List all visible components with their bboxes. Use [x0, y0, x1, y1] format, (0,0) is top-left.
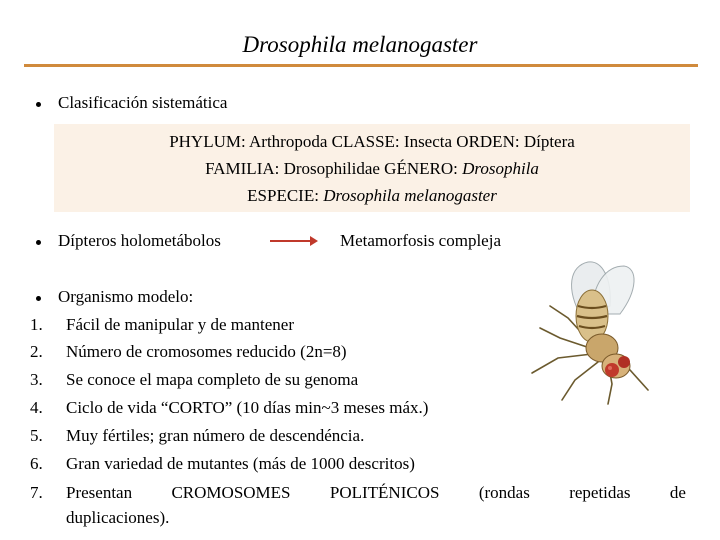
list-item: Gran variedad de mutantes (más de 1000 descritos) — [66, 454, 415, 473]
bullet-icon — [36, 296, 41, 301]
genus-name: Drosophila — [462, 159, 539, 178]
bullet-icon — [36, 102, 41, 107]
bullet-icon — [36, 240, 41, 245]
list-item: Muy fértiles; gran número de descendéncia. — [66, 426, 365, 445]
list-item: Se conoce el mapa completo de su genoma — [66, 370, 359, 389]
slide-title: Drosophila melanogaster — [242, 32, 478, 57]
list-item-word: repetidas — [569, 483, 631, 502]
list-item: Fácil de manipular y de mantener — [66, 315, 294, 334]
classification-heading: Clasificación sistemática — [58, 93, 228, 112]
metamorphosis-label: Metamorfosis compleja — [340, 231, 501, 250]
list-number: 3. — [30, 370, 43, 389]
list-item-justified — [66, 483, 686, 503]
list-item-word: POLITÉNICOS — [329, 483, 440, 502]
list-number: 4. — [30, 398, 43, 417]
list-item: Número de cromosomes reducido (2n=8) — [66, 342, 347, 361]
list-number: 6. — [30, 454, 43, 473]
fruit-fly-illustration — [520, 258, 680, 408]
classification-line-3 — [54, 186, 690, 206]
list-number: 7. — [30, 483, 43, 502]
family-genus-label: FAMILIA: Drosophilidae GÉNERO: — [205, 159, 463, 178]
diptera-label: Dípteros holometábolos — [58, 231, 221, 250]
classification-box — [54, 124, 690, 212]
species-name: Drosophila melanogaster — [323, 186, 497, 205]
classification-line-2 — [54, 159, 690, 179]
list-number: 2. — [30, 342, 43, 361]
list-item-word: (rondas — [478, 483, 530, 502]
title-divider — [24, 64, 698, 67]
list-number: 5. — [30, 426, 43, 445]
list-item-word: CROMOSOMES — [171, 483, 291, 502]
list-item-word: de — [669, 483, 686, 502]
list-item-word: Presentan — [66, 483, 133, 502]
list-item-continuation: duplicaciones). — [66, 508, 170, 527]
classification-line-1: PHYLUM: Arthropoda CLASSE: Insecta ORDEN: Díptera — [169, 132, 575, 151]
list-number: 1. — [30, 315, 43, 334]
right-arrow-icon — [270, 240, 318, 244]
species-label: ESPECIE: — [247, 186, 324, 205]
model-organism-heading: Organismo modelo: — [58, 287, 194, 306]
list-item: Ciclo de vida “CORTO” (10 días min~3 meses máx.) — [66, 398, 429, 417]
